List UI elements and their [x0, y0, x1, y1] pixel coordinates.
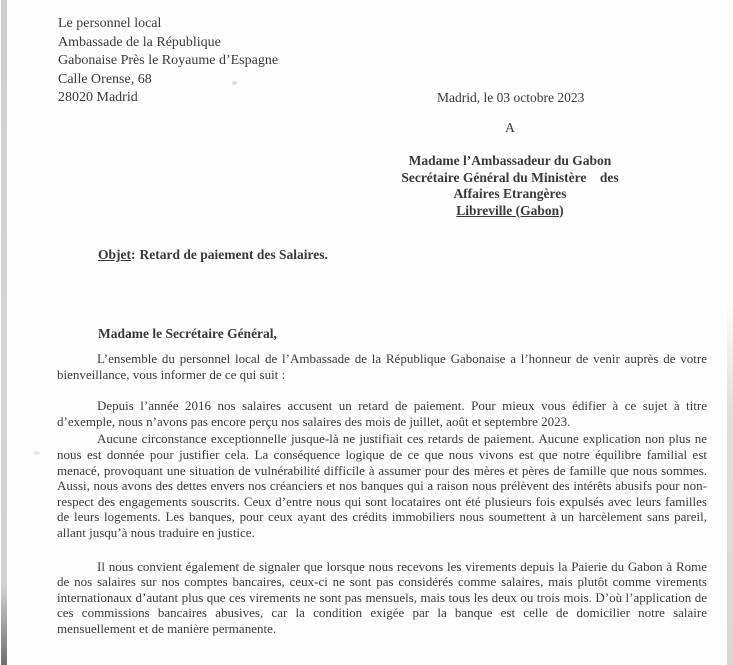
paragraph-intro: L’ensemble du personnel local de l’Ambassade de la République Gabonaise a l’honneur de venir auprès de votre bienveillance, vous informer de ce qui suit : [57, 351, 707, 382]
sender-line: 28020 Madrid [58, 90, 138, 106]
sender-address-block [58, 15, 278, 108]
recipient-line: Madame l’Ambassadeur du Gabon [408, 153, 612, 168]
recipient-line: Affaires Etrangères [453, 186, 567, 201]
recipient-address-block [355, 153, 665, 219]
letter-body [57, 351, 707, 637]
subject-separator: : [131, 247, 136, 262]
subject-label: Objet [98, 247, 131, 262]
date-line: Madrid, le 03 octobre 2023 [437, 90, 585, 105]
sender-line: Gabonaise Près le Royaume d’Espagne [58, 53, 279, 69]
paragraph-consequences: Aucune circonstance exceptionnelle jusque-là ne justifiait ces retards de paiement. Aucune explication non plus ne nous est donnée pour justifier cela. La conséquence logique de ce que nous vivons est que notre équilibre familial est menacé, provoquant une situation de vulnérabilité difficile à assumer pour des mères et pères de famille que nous sommes. Aussi, nous avons des dettes envers nos créanciers et nos banques qui a raison nous prélèvent des intérêts abusifs pour non-respect des engagements souscrits. Ceux d’entre nous qui sont locataires ont été plusieurs fois expulsés avec leurs familles de leurs logements. Les banques, pour ceux ayant des crédits immobiliers nous soumettent à un harcèlement sans pareil, allant jusqu’à nous traduire en justice. [57, 431, 707, 540]
page-right-edge-shadow [727, 0, 733, 665]
recipient-line-city: Libreville (Gabon) [456, 202, 564, 218]
sender-line: Ambassade de la République [58, 34, 221, 50]
paragraph-bank-transfers: Il nous convient également de signaler que lorsque nous recevons les virements depuis la Paierie du Gabon à Rome de nos salaires sur nos comptes bancaires, ceux-ci ne sont pas considérés comme salaires, mais plutôt comme virements internationaux d’autant plus que ces virements ne sont pas mensuels, mais tous les deux ou trois mois. D’où l’application de ces commissions bancaires abusives, car la condition exigée par la banque est celle de domicilier notre salaire mensuellement et de manière permanente. [57, 558, 707, 636]
subject-line [98, 247, 328, 263]
sender-line: Le personnel local [58, 16, 162, 31]
sender-line: Calle Orense, 68 [58, 71, 152, 87]
recipient-marker: A [505, 120, 515, 135]
subject-text: Retard de paiement des Salaires. [139, 247, 328, 262]
recipient-line: Secrétaire Général du Ministère des [401, 169, 619, 185]
scan-smudge [33, 451, 40, 455]
salutation: Madame le Secrétaire Général, [98, 326, 277, 341]
page-left-edge-shadow [1, 0, 7, 665]
paragraph-salary-delay: Depuis l’année 2016 nos salaires accusent un retard de paiement. Pour mieux vous édifier à ce sujet à titre d’exemple, nous n’avons pas encore perçu nos salaires des mois de juillet, août et septembre 2023. [57, 398, 707, 429]
